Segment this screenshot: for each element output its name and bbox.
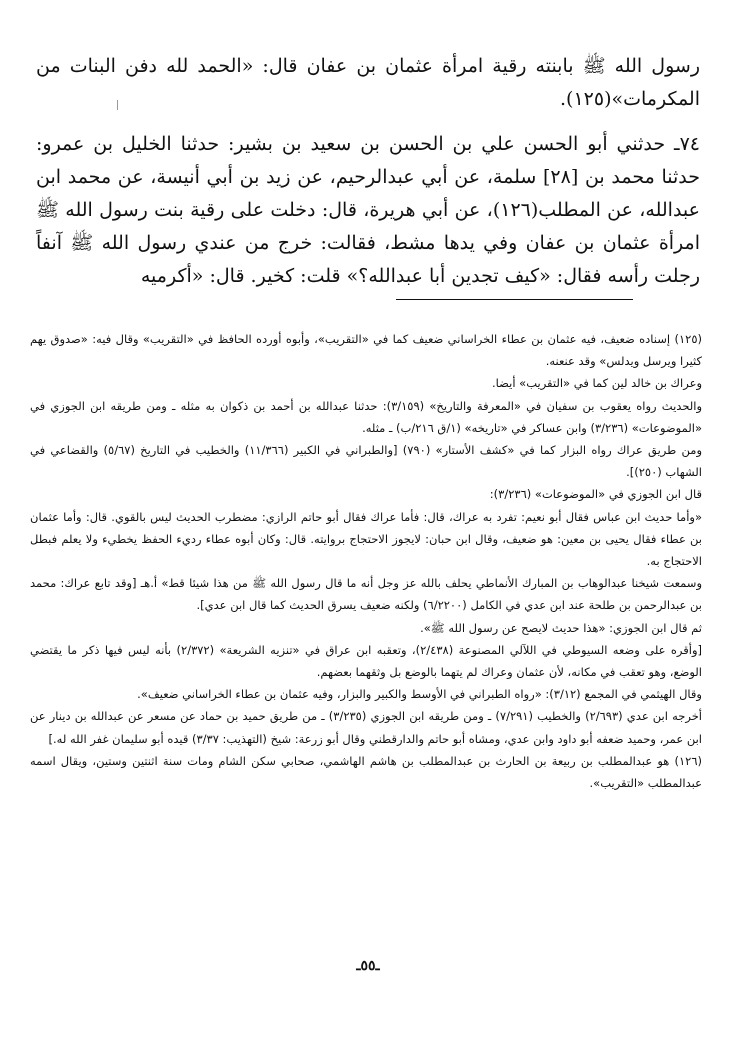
- footnote-line: [وأقره على وضعه السيوطي في اللآلي المصنوعة (٢/٤٣٨)، وتعقبه ابن عراق في «تنزيه الشريعة» (٢/٣٧٢) بأنه ليس فيها ذكر ما يقتضي الوضع، وهو تعقب في مكانه، لأن عثمان وعراك لم يتهما بالوضع بل وثقهما بعضهم.: [30, 642, 702, 680]
- page-number: ـ٥٥ـ: [356, 958, 380, 974]
- main-paragraph: ٧٤ـ حدثني أبو الحسن علي بن الحسن بن سعيد بن بشير: حدثنا الخليل بن عمرو: حدثنا محمد بن [٢٨] سلمة، عن أبي عبدالرحيم، عن زيد بن أبي أنيسة، عن محمد ابن عبدالله، عن المطلب(١٢٦)، عن أبي هريرة، قال: دخلت على رقية بنت رسول الله ﷺ امرأة عثمان بن عفان وفي يدها مشط، فقالت: خرج من عندي رسول الله ﷺ آنفاً رجلت رأسه فقال: «كيف تجدين أبا عبدالله؟» قلت: كخير. قال: «أكرميه: [36, 133, 700, 287]
- footnote-line: وعراك بن خالد لين كما في «التقريب» أيضا.: [492, 376, 702, 391]
- margin-mark: [117, 100, 118, 110]
- footnote-line: وسمعت شيخنا عبدالوهاب بن المبارك الأنماطي يحلف بالله عز وجل أنه ما قال رسول الله ﷺ من هذا شيئا قط» أ.هـ [وقد تابع عراك: محمد بن عبدالرحمن بن طلحة عند ابن عدي في الكامل (٦/٢٢٠٠) ولكنه ضعيف يسرق الحديث كما قال ابن عدي].: [30, 576, 702, 613]
- main-text: [36, 50, 700, 293]
- footnote-line: ومن طريق عراك رواه البزار كما في «كشف الأستار» (٧٩٠) [والطبراني في الكبير (١١/٣٦٦) والخطيب في التاريخ (٥/٦٧) والقضاعي في الشهاب (٢٥٠)].: [30, 443, 703, 480]
- footnote-line: (١٢٥) إسناده ضعيف، فيه عثمان بن عطاء الخراساني ضعيف كما في «التقريب»، وأبوه أورده الحافظ في «التقريب» وقال فيه: «صدوق يهم كثيرا ويرسل ويدلس» وقد عنعنه.: [30, 332, 702, 369]
- footnotes: [30, 328, 702, 794]
- footnote-line: وقال الهيثمي في المجمع (٣/١٢): «رواه الطبراني في الأوسط والكبير والبزار، وفيه عثمان بن عطاء الخراساني ضعيف».: [137, 687, 702, 702]
- footnote-line: أخرجه ابن عدي (٢/٦٩٣) والخطيب (٧/٢٩١) ـ ومن طريقه ابن الجوزي (٣/٢٣٥) ـ من طريق حميد بن حماد عن مسعر عن عبدالله بن دينار عن ابن عمر، وحميد ضعفه أبو داود وابن عدي، ومشاه أبو حاتم والدارقطني وقال أبو زرعة: شيخ (التهذيب: ٣/٣٧) قيده أبو سليمان غفر الله له.]: [30, 709, 703, 746]
- main-paragraph: رسول الله ﷺ بابنته رقية امرأة عثمان بن عفان قال: «الحمد لله دفن البنات من المكرمات»(١٢٥).: [36, 55, 700, 110]
- footnote-line: «وأما حديث ابن عباس فقال أبو نعيم: تفرد به عراك، قال: فأما عراك فقال أبو حاتم الرازي: مضطرب الحديث ليس بالقوي. قال: وأما عثمان بن عطاء فقال يحيى بن معين: هو ضعيف، وقال ابن حبان: لايجوز الاحتجاج بروايته. قال: وكان أبوه عطاء رديء الحفظ يخطيء ولا يعلم فبطل الاحتجاج به.: [30, 509, 702, 569]
- footnote-line: والحديث رواه يعقوب بن سفيان في «المعرفة والتاريخ» (٣/١٥٩): حدثنا عبدالله بن أحمد بن ذكوان به مثله ـ ومن طريقه ابن الجوزي في «الموضوعات» (٣/٢٣٦) وابن عساكر في «تاريخه» (١/ق ٢١٦/ب) ـ مثله.: [30, 398, 702, 435]
- footnote-line: ثم قال ابن الجوزي: «هذا حديث لايصح عن رسول الله ﷺ».: [420, 620, 702, 635]
- footnote-line: قال ابن الجوزي في «الموضوعات» (٣/٢٣٦):: [489, 487, 702, 502]
- footnote-line: (١٢٦) هو عبدالمطلب بن ربيعة بن الحارث بن عبدالمطلب بن هاشم الهاشمي، صحابي سكن الشام ومات سنة اثنتين وستين، ويقال اسمه عبدالمطلب «التقريب».: [30, 753, 702, 791]
- footnote-separator: [396, 299, 633, 300]
